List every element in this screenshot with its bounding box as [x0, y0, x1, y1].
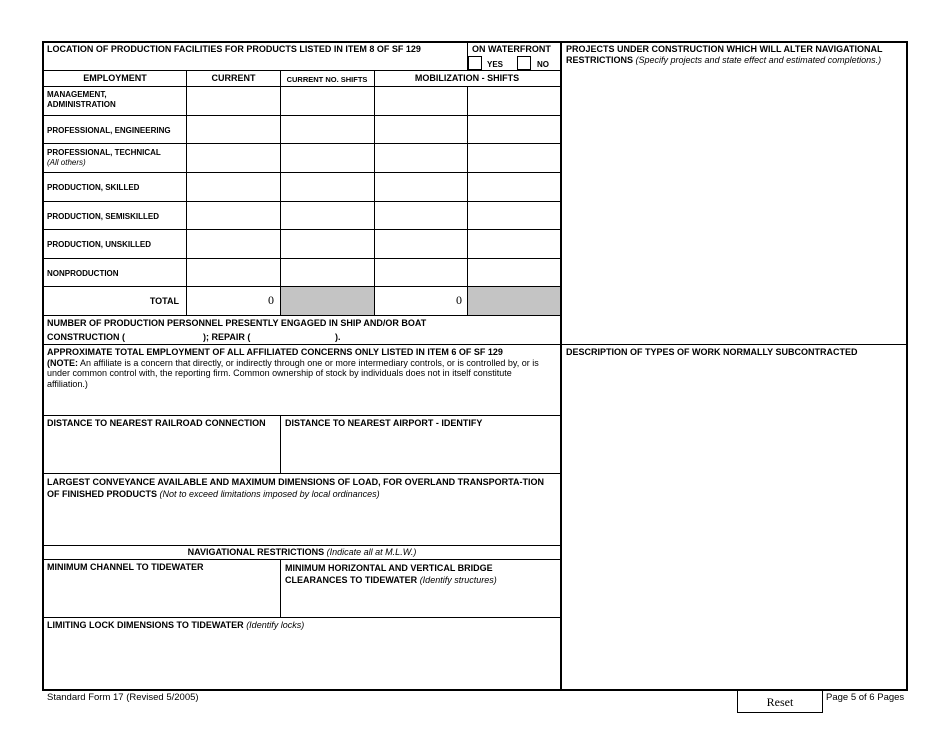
airport-input[interactable]: [282, 432, 559, 472]
section-line-conveyance: [43, 473, 561, 474]
bridge-block: [285, 562, 557, 586]
cell-input[interactable]: [469, 145, 559, 171]
affiliated-block: [47, 347, 555, 389]
bridge-label: MINIMUM HORIZONTAL AND VERTICAL BRIDGE CLEARANCES TO TIDEWATER: [285, 563, 493, 585]
row-line: [43, 229, 561, 230]
row-line: [43, 115, 561, 116]
railroad-input[interactable]: [45, 432, 279, 472]
row-label-nonproduction: NONPRODUCTION: [47, 269, 119, 278]
navigational-title-bold: NAVIGATIONAL RESTRICTIONS: [187, 547, 325, 557]
projects-input[interactable]: [563, 82, 905, 342]
total-mobilization-shaded: [468, 287, 560, 315]
form-left-border: [42, 41, 44, 691]
construction-label: CONSTRUCTION (: [47, 332, 125, 342]
channel-input[interactable]: [45, 576, 279, 616]
projects-title-bold: PROJECTS UNDER CONSTRUCTION WHICH WILL ALTER NAVIGATIONAL RESTRICTIONS: [566, 44, 883, 65]
cell-input[interactable]: [376, 260, 466, 285]
row-line: [43, 172, 561, 173]
total-current-value: 0: [268, 293, 274, 307]
section-line-affiliated: [43, 344, 907, 345]
row-line: [43, 258, 561, 259]
total-label: TOTAL: [149, 296, 179, 306]
projects-title-italic: (Specify projects and state effect and estimated completions.): [635, 55, 882, 65]
total-shifts-shaded: [281, 287, 374, 315]
row-label-prod-semiskilled: PRODUCTION, SEMISKILLED: [47, 212, 160, 221]
col-header-current-shifts: CURRENT NO. SHIFTS: [286, 75, 368, 84]
cell-input[interactable]: [469, 231, 559, 257]
navigational-divider: [280, 559, 281, 617]
cell-input[interactable]: [188, 203, 279, 228]
projects-title: [566, 44, 902, 66]
cell-input[interactable]: [282, 117, 373, 142]
cell-input[interactable]: [469, 203, 559, 228]
reset-button[interactable]: Reset: [737, 690, 823, 713]
cell-input[interactable]: [282, 88, 373, 114]
lock-label: LIMITING LOCK DIMENSIONS TO TIDEWATER: [47, 620, 244, 630]
row-line: [43, 143, 561, 144]
affiliated-note-text: An affiliate is a concern that directly, or indirectly through one or more intermediary controls, or is controlled by, or is under common control with, the reporting firm. Common ownership of stock by individuals does not in itself constitute affiliation.): [47, 357, 539, 389]
cell-input[interactable]: [469, 88, 559, 114]
cell-input[interactable]: [376, 203, 466, 228]
row-label-management: MANAGEMENT, ADMINISTRATION: [47, 90, 116, 109]
row-label-prod-skilled: PRODUCTION, SKILLED: [47, 183, 140, 192]
section-line-distance: [43, 415, 561, 416]
repair-label: ); REPAIR (: [203, 332, 251, 342]
cell-input[interactable]: [469, 174, 559, 200]
cell-input[interactable]: [376, 88, 466, 114]
airport-label: DISTANCE TO NEAREST AIRPORT - IDENTIFY: [285, 418, 483, 428]
affiliated-note: [47, 358, 555, 390]
row-line: [43, 315, 561, 316]
waterfront-yes-checkbox[interactable]: [468, 56, 482, 70]
distance-divider: [280, 415, 281, 473]
affiliated-input[interactable]: [45, 392, 559, 414]
subcontracted-title: DESCRIPTION OF TYPES OF WORK NORMALLY SUBCONTRACTED: [566, 347, 858, 357]
lock-input[interactable]: [45, 634, 559, 687]
personnel-end: ).: [335, 332, 341, 342]
waterfront-no-checkbox[interactable]: [517, 56, 531, 70]
railroad-label: DISTANCE TO NEAREST RAILROAD CONNECTION: [47, 418, 266, 428]
cell-input[interactable]: [469, 117, 559, 142]
conveyance-input[interactable]: [45, 502, 559, 544]
col-line-1: [186, 70, 187, 315]
waterfront-yes-label: YES: [487, 60, 504, 69]
navigational-title-italic: (Indicate all at M.L.W.): [326, 547, 417, 557]
subcontracted-input[interactable]: [563, 362, 905, 687]
cell-input[interactable]: [188, 260, 279, 285]
row-label-prof-technical: [47, 148, 161, 168]
col-header-employment: EMPLOYMENT: [83, 73, 147, 83]
lock-block: [47, 620, 304, 631]
cell-input[interactable]: [282, 231, 373, 257]
cell-input[interactable]: [376, 231, 466, 257]
cell-input[interactable]: [282, 203, 373, 228]
cell-input[interactable]: [282, 260, 373, 285]
row-label-prof-engineering: PROFESSIONAL, ENGINEERING: [47, 126, 171, 135]
navigational-title: [43, 547, 561, 558]
conveyance-title: LARGEST CONVEYANCE AVAILABLE AND MAXIMUM DIMENSIONS OF LOAD, FOR OVERLAND TRANSPORTA-TION OF FINISHED PRODUCTS: [47, 477, 545, 499]
cell-input[interactable]: [469, 260, 559, 285]
header-row-line: [43, 70, 561, 71]
waterfront-no-label: NO: [537, 60, 549, 69]
cell-input[interactable]: [188, 145, 279, 171]
col-header-mobilization: MOBILIZATION - SHIFTS: [414, 73, 520, 83]
conveyance-italic: (Not to exceed limitations imposed by local ordinances): [159, 489, 380, 499]
cell-input[interactable]: [188, 117, 279, 142]
bridge-input[interactable]: [282, 588, 559, 616]
personnel-line1: NUMBER OF PRODUCTION PERSONNEL PRESENTLY ENGAGED IN SHIP AND/OR BOAT: [47, 318, 427, 328]
row-label-prod-unskilled: PRODUCTION, UNSKILLED: [47, 240, 151, 249]
cell-input[interactable]: [376, 117, 466, 142]
form-right-border: [906, 41, 908, 691]
navigational-header-line: [43, 559, 561, 560]
row-label-prof-technical-sub: (All others): [47, 158, 86, 167]
row-line: [43, 201, 561, 202]
repair-count-input[interactable]: [258, 330, 332, 343]
col-header-current: CURRENT: [211, 73, 256, 83]
form-center-divider: [560, 41, 562, 691]
cell-input[interactable]: [282, 174, 373, 200]
section-line-navigational: [43, 545, 561, 546]
form-top-border: [42, 41, 908, 43]
cell-input[interactable]: [188, 88, 279, 114]
conveyance-block: [47, 476, 557, 500]
page-indicator: Page 5 of 6 Pages: [826, 692, 905, 703]
row-label-prof-technical-text: PROFESSIONAL, TECHNICAL: [47, 148, 161, 157]
cell-input[interactable]: [376, 145, 466, 171]
affiliated-title: APPROXIMATE TOTAL EMPLOYMENT OF ALL AFFILIATED CONCERNS ONLY LISTED IN ITEM 6 OF SF 129: [47, 347, 503, 357]
table-header-line: [43, 86, 561, 87]
channel-label: MINIMUM CHANNEL TO TIDEWATER: [47, 562, 204, 572]
waterfront-label: ON WATERFRONT: [472, 44, 551, 54]
construction-count-input[interactable]: [135, 330, 201, 343]
form-name: Standard Form 17 (Revised 5/2005): [47, 692, 199, 703]
col-line-2: [280, 70, 281, 315]
cell-input[interactable]: [188, 174, 279, 200]
col-line-3: [374, 70, 375, 315]
location-title: LOCATION OF PRODUCTION FACILITIES FOR PRODUCTS LISTED IN ITEM 8 OF SF 129: [47, 44, 421, 54]
section-line-lock: [43, 617, 561, 618]
total-mobilization-value: 0: [456, 293, 462, 307]
cell-input[interactable]: [282, 145, 373, 171]
cell-input[interactable]: [376, 174, 466, 200]
cell-input[interactable]: [188, 231, 279, 257]
bridge-italic: (Identify structures): [419, 575, 497, 585]
affiliated-note-label: (NOTE:: [47, 357, 78, 368]
lock-italic: (Identify locks): [246, 620, 305, 630]
